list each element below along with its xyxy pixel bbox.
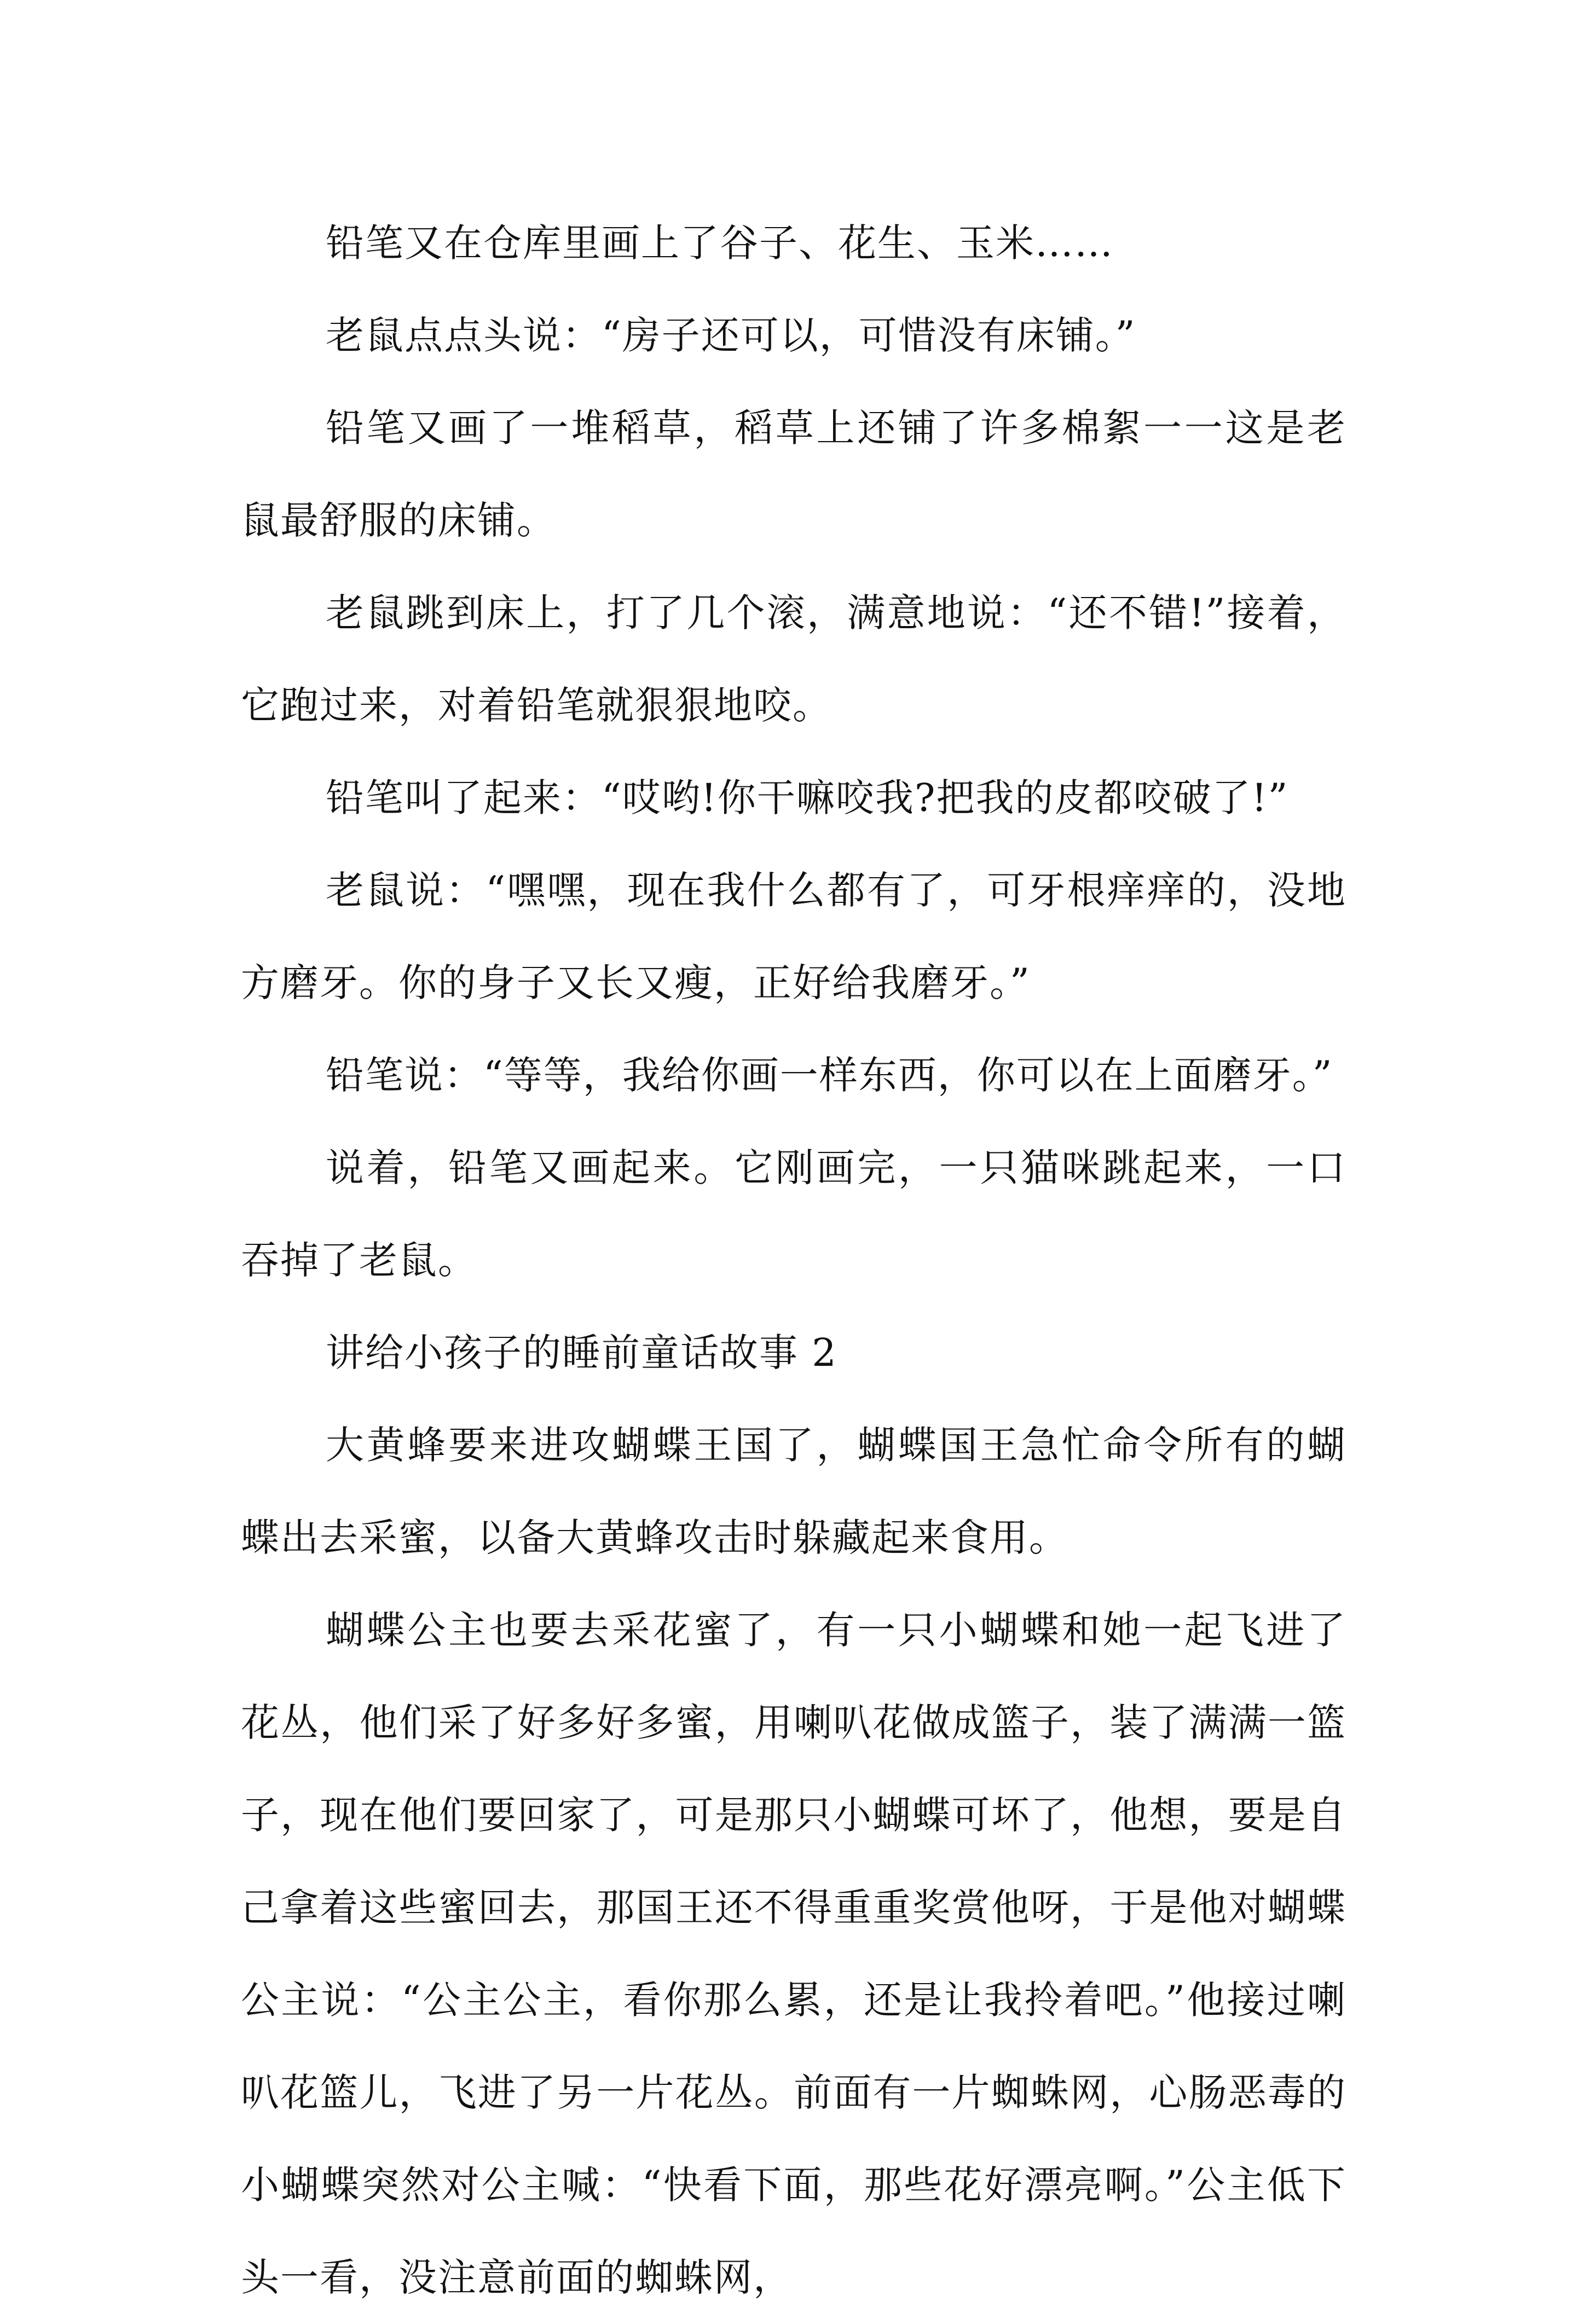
paragraph: 铅笔又在仓库里画上了谷子、花生、玉米…… [326, 221, 1114, 265]
paragraph: 老鼠点点头说：“房子还可以，可惜没有床铺。” [326, 313, 1136, 358]
paragraph: 蝴蝶公主也要去采花蜜了，有一只小蝴蝶和她一起飞进了花丛，他们采了好多好多蜜，用喇叭花做成篮子，装了满满一篮子，现在他们要回家了，可是那只小蝴蝶可坏了，他想，要是自己拿着这些蜜回去，那国王还不得重重奖赏他呀，于是他对蝴蝶公主说：“公主公主，看你那么累，还是让我拎着吧。”他接过喇叭花篮儿，飞进了另一片花丛。前面有一片蜘蛛网，心肠恶毒的小蝴蝶突然对公主喊：“快看下面，那些花好漂亮啊。”公主低下头一看，没注意前面的蜘蛛网， [241, 1608, 1346, 2300]
paragraph: 铅笔叫了起来：“哎哟!你干嘛咬我?把我的皮都咬破了!” [326, 775, 1289, 820]
story-text [241, 197, 1346, 2324]
paragraph: 铅笔说：“等等，我给你画一样东西，你可以在上面磨牙。” [326, 1053, 1333, 1098]
paragraph: 说着，铅笔又画起来。它刚画完，一只猫咪跳起来，一口吞掉了老鼠。 [241, 1145, 1346, 1283]
section-title: 讲给小孩子的睡前童话故事 2 [326, 1330, 837, 1375]
paragraph: 老鼠跳到床上，打了几个滚，满意地说：“还不错!”接着，它跑过来，对着铅笔就狠狠地咬。 [241, 590, 1346, 728]
paragraph: 铅笔又画了一堆稻草，稻草上还铺了许多棉絮一一这是老鼠最舒服的床铺。 [241, 405, 1346, 543]
paragraph: 大黄蜂要来进攻蝴蝶王国了，蝴蝶国王急忙命令所有的蝴蝶出去采蜜，以备大黄蜂攻击时躲藏起来食用。 [241, 1423, 1346, 1560]
paragraph: 老鼠说：“嘿嘿，现在我什么都有了，可牙根痒痒的，没地方磨牙。你的身子又长又瘦，正好给我磨牙。” [241, 868, 1346, 1005]
